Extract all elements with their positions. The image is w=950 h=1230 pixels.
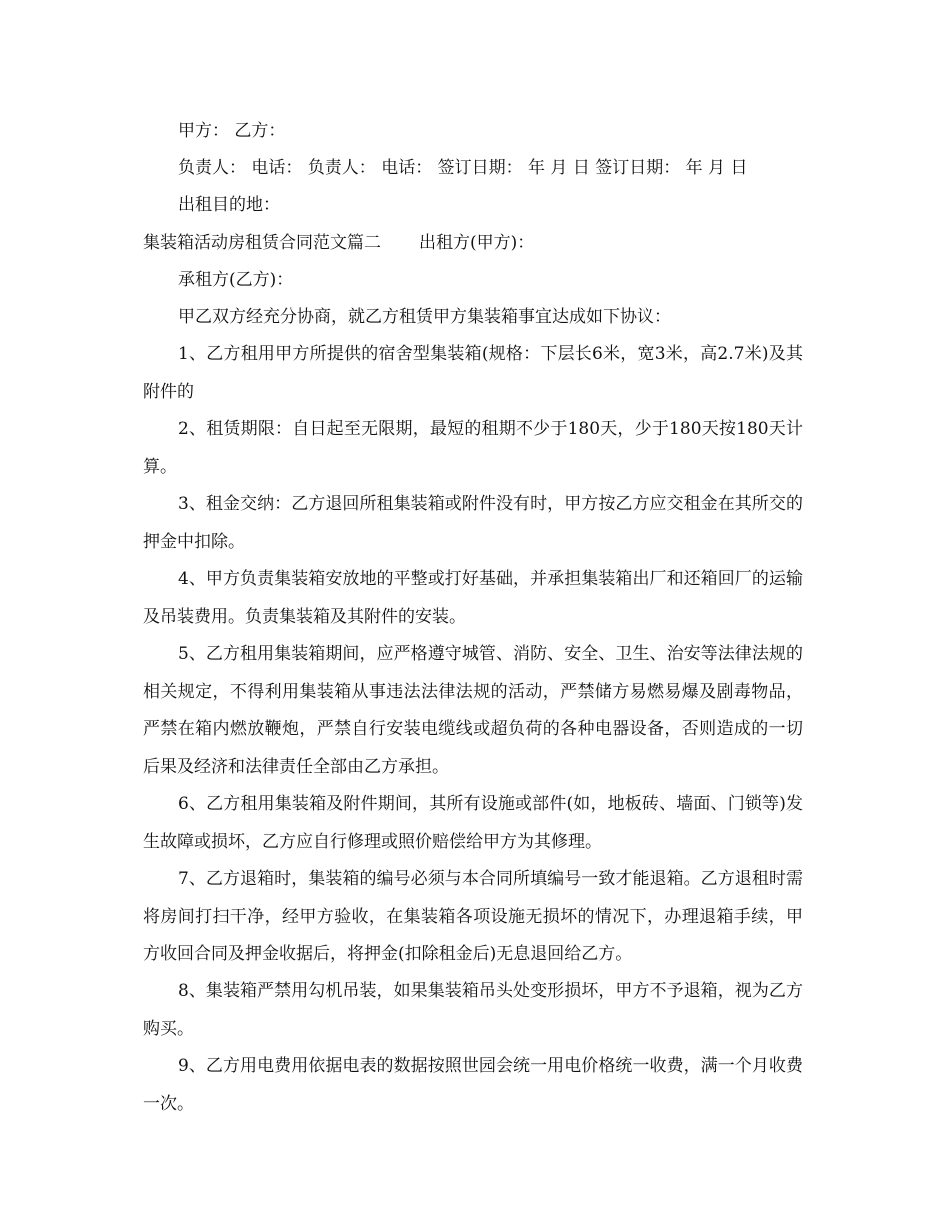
intro-line: 甲乙双方经充分协商，就乙方租赁甲方集装箱事宜达成如下协议：	[178, 307, 671, 327]
clause-8: 8、集装箱严禁用勾机吊装，如果集装箱吊头处变形损坏，甲方不予退箱，视为乙方购买。	[143, 981, 803, 1039]
parties-line: 甲方： 乙方：	[178, 121, 286, 141]
clause-5: 5、乙方租用集装箱期间，应严格遵守城管、消防、安全、卫生、治安等法律法规的相关规定，不得利用集装箱从事违法法律法规的活动，严禁储方易燃易爆及剧毒物品，严禁在箱内燃放鞭炮，严禁自行安装电缆线或超负荷的各种电器设备，否则造成的一切后果及经济和法律责任全部由乙方承担。	[143, 644, 803, 777]
clause-7: 7、乙方退箱时，集装箱的编号必须与本合同所填编号一致才能退箱。乙方退租时需将房间打扫干净，经甲方验收，在集装箱各项设施无损坏的情况下，办理退箱手续，甲方收回合同及押金收据后，将押金(扣除租金后)无息退回给乙方。	[143, 869, 803, 964]
clause-2: 2、租赁期限：自日起至无限期，最短的租期不少于180天，少于180天按180天计算。	[143, 419, 803, 477]
clause-1: 1、乙方租用甲方所提供的宿舍型集装箱(规格：下层长6米，宽3米，高2.7米)及其附件的	[143, 344, 803, 402]
clause-6: 6、乙方租用集装箱及附件期间，其所有设施或部件(如，地板砖、墙面、门锁等)发生故障或损坏，乙方应自行修理或照价赔偿给甲方为其修理。	[143, 794, 803, 852]
signatures-line: 负责人： 电话： 负责人： 电话： 签订日期： 年 月 日 签订日期： 年 月 日	[178, 158, 748, 178]
clause-4: 4、甲方负责集装箱安放地的平整或打好基础，并承担集装箱出厂和还箱回厂的运输及吊装费用。负责集装箱及其附件的安装。	[143, 569, 803, 627]
clause-3: 3、租金交纳：乙方退回所租集装箱或附件没有时，甲方按乙方应交租金在其所交的押金中扣除。	[143, 494, 803, 552]
lessee-label: 承租方(乙方)：	[178, 270, 294, 290]
section-title: 集装箱活动房租赁合同范文篇二	[143, 233, 381, 253]
purpose-line: 出租目的地：	[178, 195, 280, 215]
section-heading-line	[143, 233, 803, 253]
clause-9: 9、乙方用电费用依据电表的数据按照世园会统一用电价格统一收费，满一个月收费一次。	[143, 1056, 803, 1114]
lessor-label: 出租方(甲方)：	[419, 233, 535, 253]
